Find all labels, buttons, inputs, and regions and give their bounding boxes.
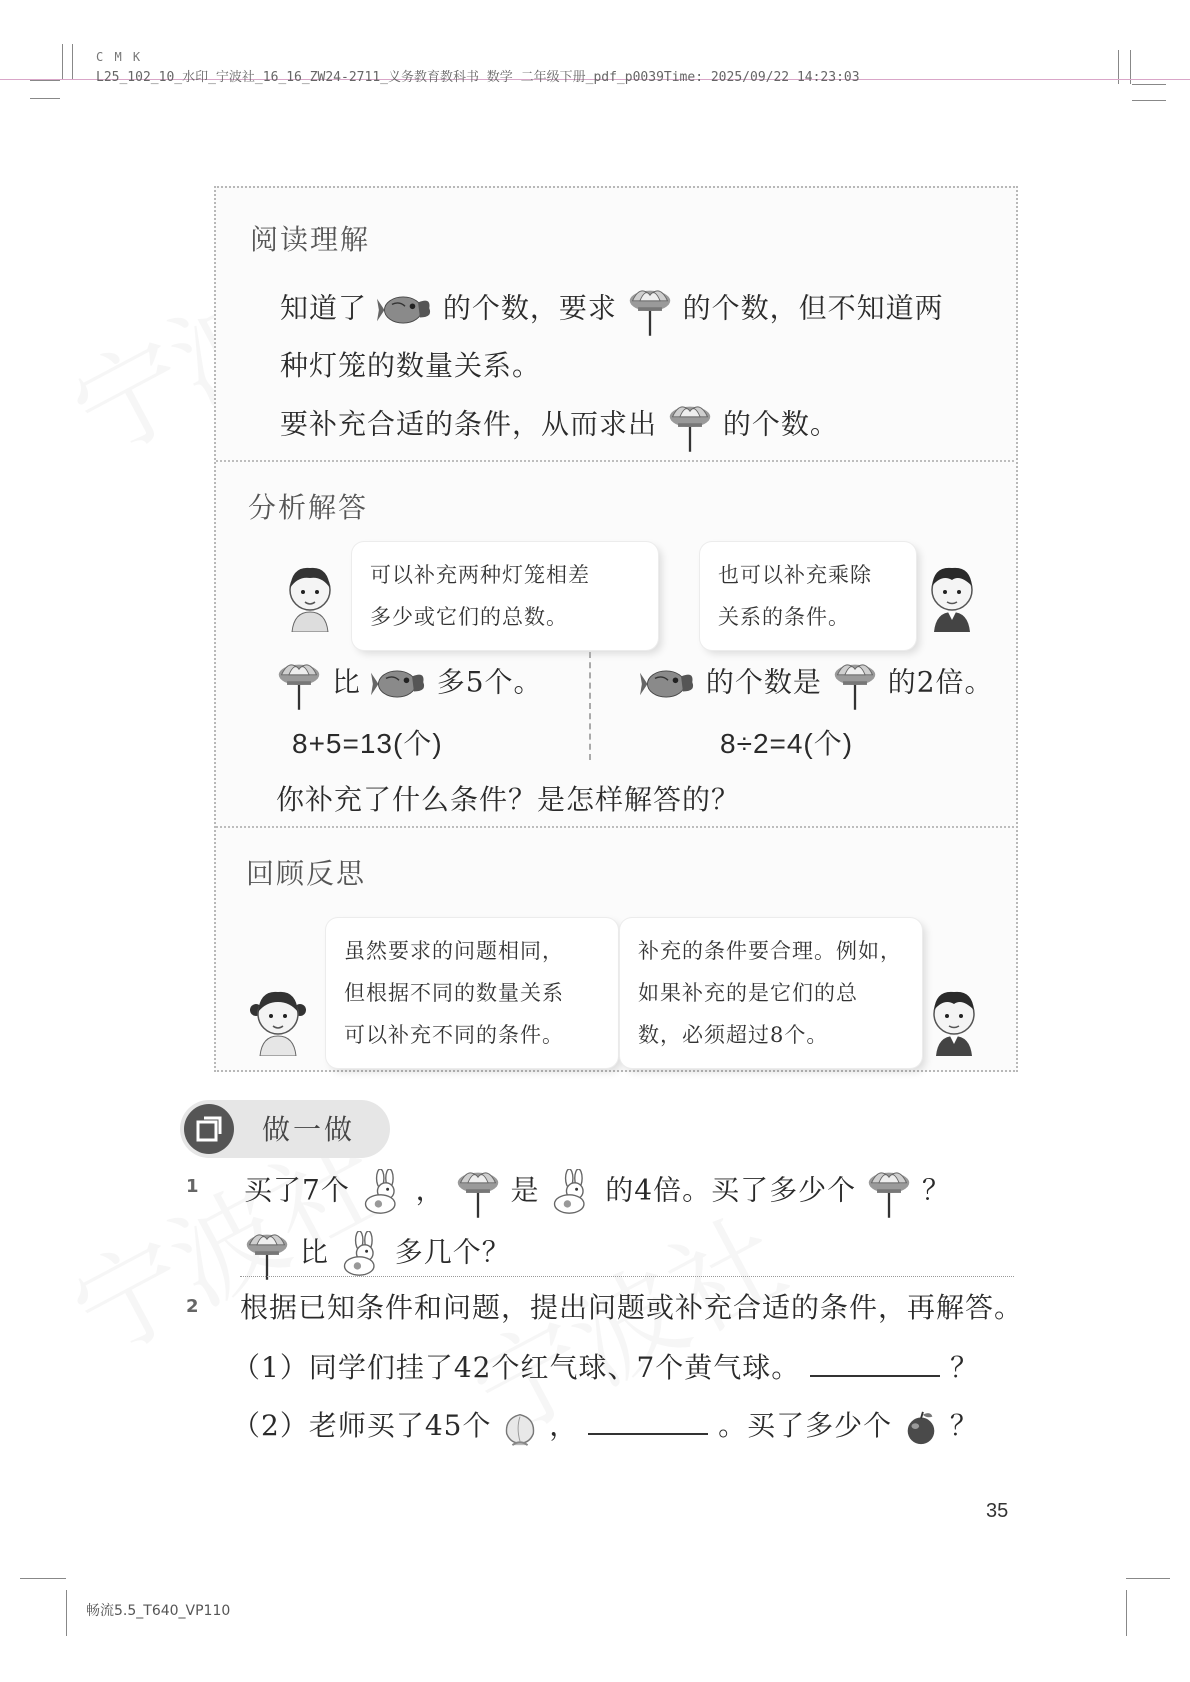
practice-icon: [184, 1104, 234, 1154]
q2-1-end: ？: [950, 1351, 980, 1384]
q2-2-d: ？: [949, 1409, 979, 1442]
right-equation: 8÷2=4(个): [720, 728, 854, 759]
question-number-2: 2: [186, 1296, 199, 1317]
speech-bubble-girl: [352, 542, 658, 650]
q1-b: ，: [415, 1173, 445, 1207]
q1-d: 的4倍。买了多少个: [605, 1173, 857, 1207]
crop-mark: [20, 1578, 66, 1579]
bubble-line: 补充的条件要合理。例如，: [638, 939, 902, 963]
section-title-reading: 阅读理解: [250, 223, 371, 256]
column-divider: [589, 652, 591, 760]
q2-2-b: ，: [549, 1409, 579, 1442]
reading-line-3-a: 要补充合适的条件，从而求出: [280, 407, 658, 441]
fish-lantern-icon: [371, 665, 427, 703]
peach-icon: [501, 1409, 539, 1447]
practice-title: 做一做: [262, 1113, 356, 1146]
reading-line-1-a: 知道了: [280, 291, 368, 325]
section-divider: [216, 826, 1014, 828]
lotus-lantern-icon: [244, 1226, 290, 1282]
left-condition-b: 多5个。: [436, 665, 543, 699]
rabbit-lantern-icon: [339, 1231, 385, 1277]
bubble-line: 但根据不同的数量关系: [344, 981, 564, 1005]
bubble-line: 多少或它们的总数。: [370, 605, 568, 629]
q1-e: ？: [921, 1173, 951, 1207]
bubble-line: 虽然要求的问题相同，: [344, 939, 564, 963]
question-divider: [240, 1276, 1014, 1277]
right-condition-b: 的2倍。: [887, 665, 994, 699]
q2-1-text: （1）同学们挂了42个红气球、7个黄气球。: [232, 1351, 801, 1384]
q2-2-c: 。买了多少个: [718, 1409, 893, 1442]
reading-line-2: 种灯笼的数量关系。: [280, 349, 542, 382]
lotus-lantern-icon: [866, 1164, 912, 1220]
crop-mark: [1126, 1578, 1170, 1579]
reading-line-3: [280, 398, 839, 454]
lotus-lantern-icon: [276, 656, 322, 712]
question-number-1: 1: [186, 1176, 199, 1197]
crop-mark: [62, 44, 63, 80]
crop-mark: [1132, 84, 1166, 85]
apple-icon: [902, 1409, 940, 1447]
q1-c: 是: [510, 1173, 540, 1207]
lotus-lantern-icon: [832, 656, 878, 712]
section-title-analysis: 分析解答: [248, 491, 369, 524]
reading-line-1-b: 的个数，要求: [442, 291, 617, 325]
header-print-info: L25_102_10_水印_宁波社_16_16_ZW24-2711_义务教育教科书 数学 二年级下册_pdf_p0039Time: 2025/09/22 14:23:03: [96, 70, 860, 85]
speech-bubble-girl: [326, 918, 618, 1068]
right-condition: [640, 656, 994, 712]
q1-g: 多几个？: [394, 1235, 511, 1269]
q1-line-1: [244, 1164, 951, 1220]
left-condition: [276, 656, 543, 712]
page-number: 35: [986, 1500, 1009, 1522]
fish-lantern-icon: [377, 291, 433, 329]
answer-blank[interactable]: [810, 1351, 940, 1377]
q2-part-1: [232, 1346, 979, 1386]
girl-pigtails-avatar: [246, 984, 310, 1056]
crop-mark: [66, 1590, 67, 1636]
bubble-line: 关系的条件。: [718, 605, 850, 629]
left-condition-a: 比: [331, 665, 361, 699]
q2-2-a: （2）老师买了45个: [232, 1409, 492, 1442]
bubble-line: 如果补充的是它们的总: [638, 981, 858, 1005]
crop-mark: [1132, 100, 1166, 101]
boy-avatar: [922, 984, 986, 1056]
q2-part-2: [232, 1404, 979, 1447]
q1-line-2: [244, 1226, 511, 1282]
bubble-line: 数，必须超过8个。: [638, 1023, 829, 1047]
analysis-question: 你补充了什么条件？是怎样解答的？: [276, 783, 741, 816]
crop-mark: [72, 44, 73, 80]
bubble-line: 可以补充不同的条件。: [344, 1023, 564, 1047]
section-divider: [216, 460, 1014, 462]
rabbit-lantern-icon: [360, 1169, 406, 1215]
boy-avatar: [920, 560, 984, 632]
reading-line-3-b: 的个数。: [722, 407, 839, 441]
crop-mark: [30, 98, 60, 99]
bubble-line: 也可以补充乘除: [718, 563, 872, 587]
speech-bubble-boy: [620, 918, 922, 1068]
right-condition-a: 的个数是: [705, 665, 822, 699]
bubble-line: 可以补充两种灯笼相差: [370, 563, 590, 587]
answer-blank[interactable]: [588, 1409, 708, 1435]
crop-mark: [30, 80, 60, 81]
lotus-lantern-icon: [627, 282, 673, 338]
q1-a: 买了7个: [244, 1173, 350, 1207]
left-equation: 8+5=13(个): [292, 728, 443, 759]
speech-bubble-boy: [700, 542, 916, 650]
q2-title: 根据已知条件和问题，提出问题或补充合适的条件，再解答。: [240, 1291, 1024, 1324]
girl-avatar: [278, 560, 342, 632]
rabbit-lantern-icon: [549, 1169, 595, 1215]
lotus-lantern-icon: [667, 398, 713, 454]
q1-f: 比: [299, 1235, 329, 1269]
reading-line-1: [280, 282, 944, 338]
color-marks: C M K: [96, 50, 143, 64]
section-title-reflection: 回顾反思: [246, 857, 367, 890]
fish-lantern-icon: [640, 665, 696, 703]
crop-mark: [1126, 1590, 1127, 1636]
lotus-lantern-icon: [455, 1164, 501, 1220]
reading-line-1-c: 的个数，但不知道两: [682, 291, 944, 325]
footer-print-info: 畅流5.5_T640_VP110: [86, 1603, 231, 1619]
